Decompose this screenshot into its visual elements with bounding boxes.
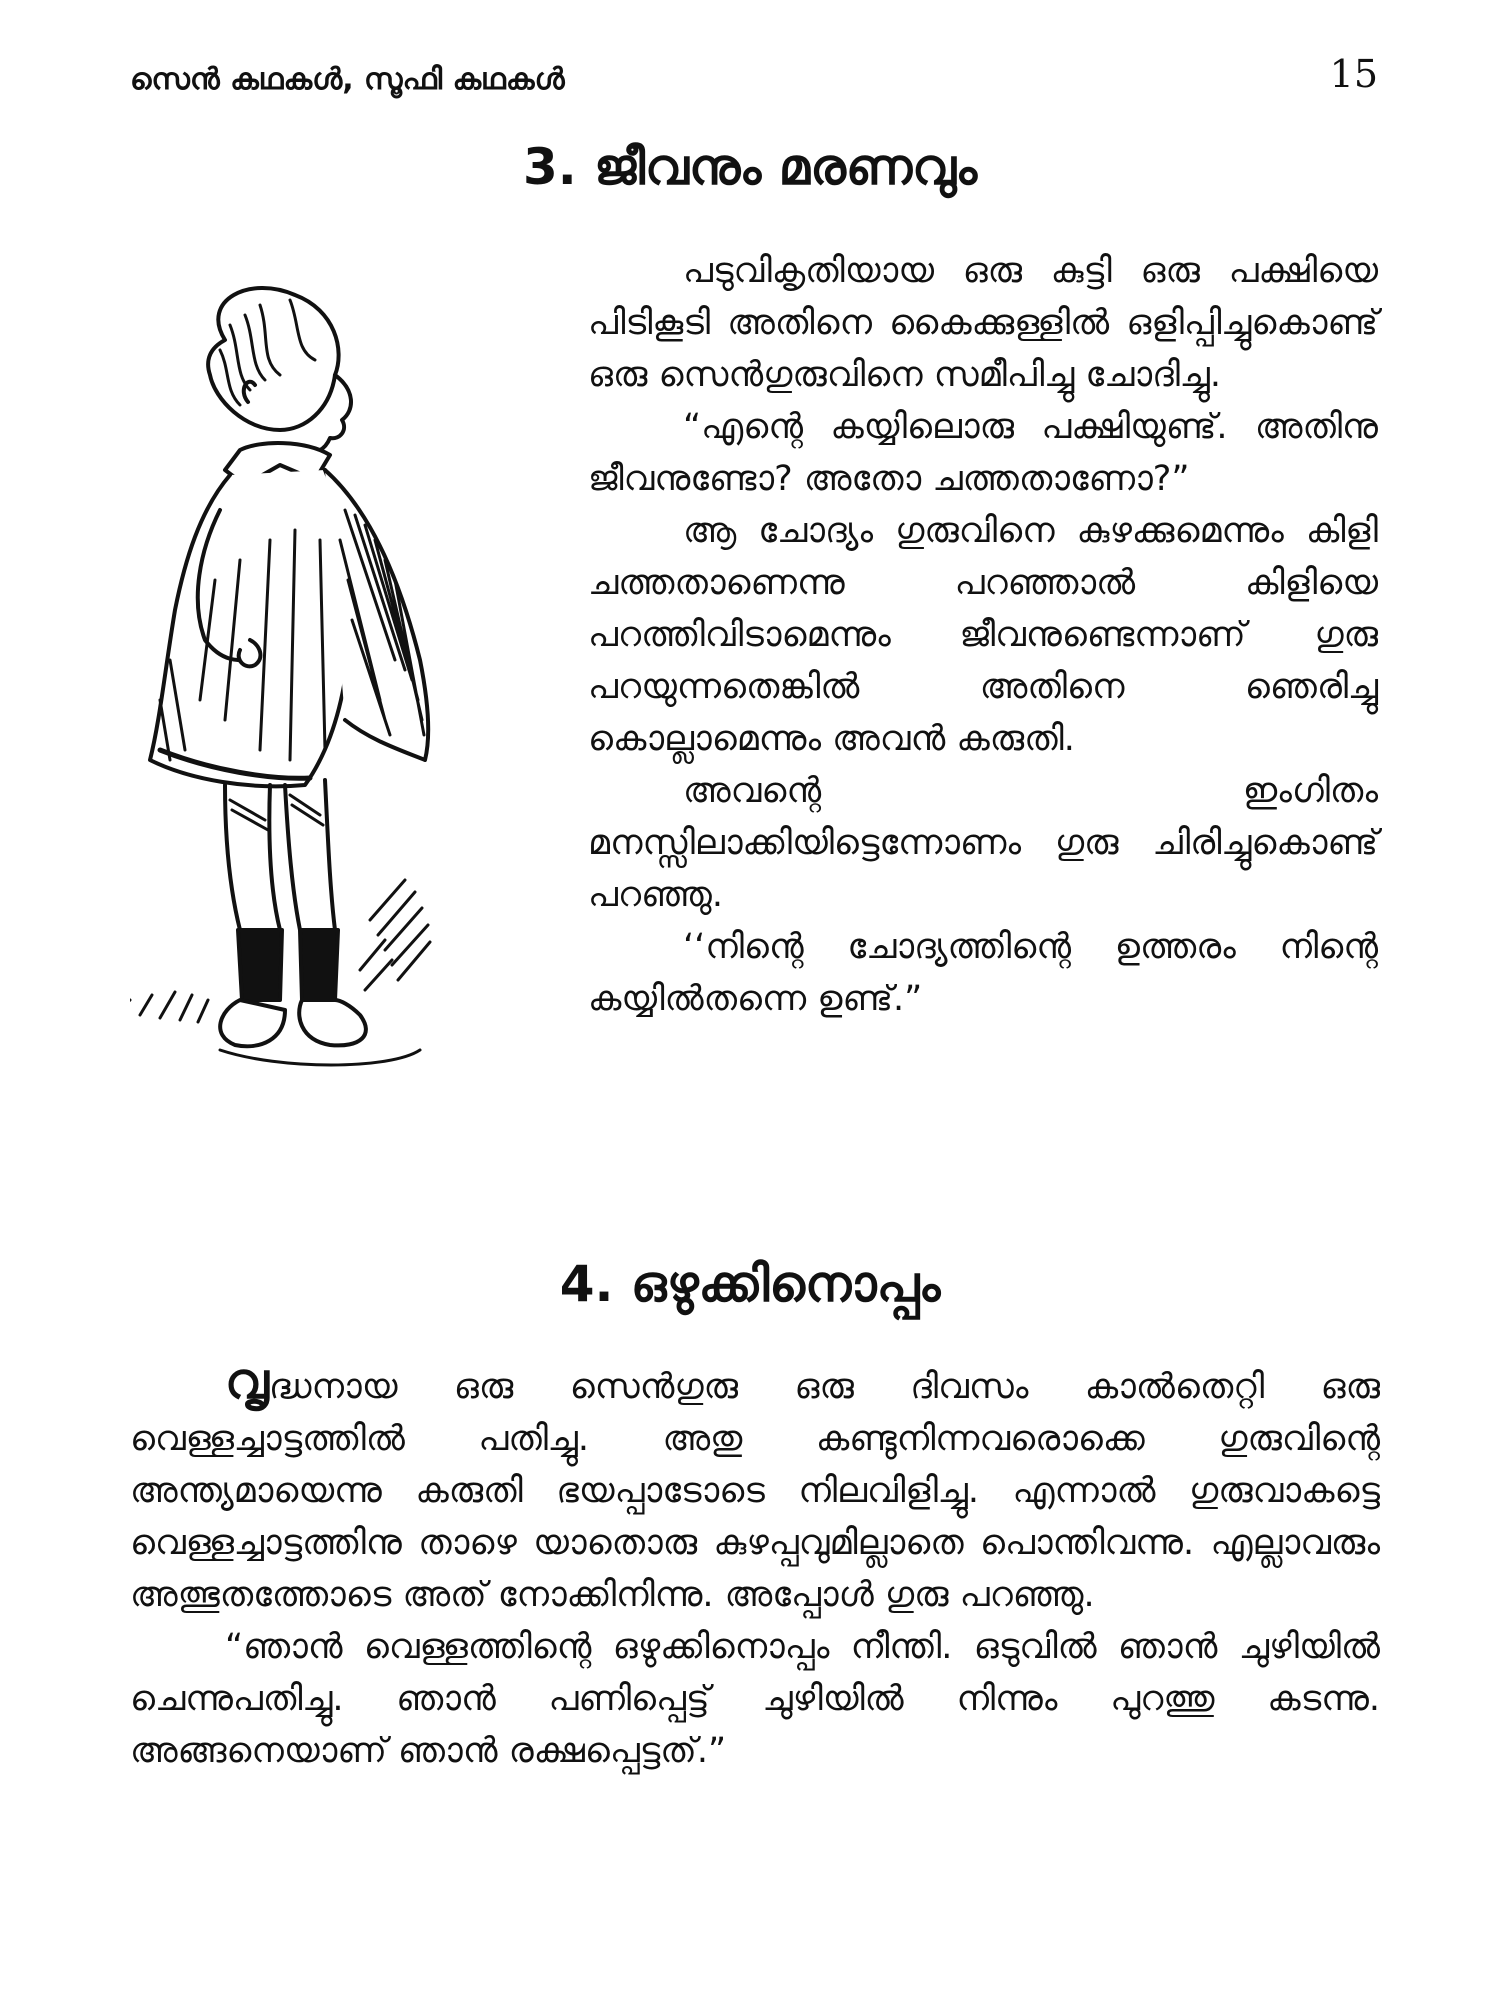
story-title-3: 3. ജീവനും മരണവും (522, 138, 978, 196)
story-4-paragraph: “ഞാൻ വെള്ളത്തിന്റെ ഒഴുക്കിനൊപ്പം നീന്തി. ഒടുവിൽ ഞാൻ ചുഴിയിൽ ചെന്നുപതിച്ചു. ഞാൻ പണിപ്പെട്ട് ചുഴിയിൽ നിന്നും പുറത്തു കടന്നു. അങ്ങനെയാണ് ഞാൻ രക്ഷപ്പെട്ടത്.” (130, 1627, 1380, 1771)
child-standing-illustration-icon (130, 280, 570, 1140)
story-3-paragraph: “എന്റെ കയ്യിലൊരു പക്ഷിയുണ്ട്. അതിനു ജീവനുണ്ടോ? അതോ ചത്തതാണോ?” (588, 407, 1378, 499)
story-3-paragraph: അവന്റെ ഇംഗിതം മനസ്സിലാക്കിയിട്ടെന്നോണം ഗുരു ചിരിച്ചുകൊണ്ട് പറഞ്ഞു. (588, 771, 1378, 915)
drop-cap: വൃ (225, 1352, 269, 1410)
story-4-paragraph-body: ദ്ധനായ ഒരു സെൻഗുരു ഒരു ദിവസം കാൽതെറ്റി ഒരു വെള്ളച്ചാട്ടത്തിൽ പതിച്ചു. അതു കണ്ടുനിന്നവരൊക്കെ ഗുരുവിന്റെ അന്ത്യമായെന്നു കരുതി ഭയപ്പാടോടെ നിലവിളിച്ചു. എന്നാൽ ഗുരുവാകട്ടെ വെള്ളച്ചാട്ടത്തിനു താഴെ യാതൊരു കുഴപ്പവുമില്ലാതെ പൊന്തിവന്നു. എല്ലാവരും അത്ഭുതത്തോടെ അത് നോക്കിനിന്നു. അപ്പോൾ ഗുരു പറഞ്ഞു. (130, 1367, 1380, 1615)
story-3-paragraph: ‘‘നിന്റെ ചോദ്യത്തിന്റെ ഉത്തരം നിന്റെ കയ്യിൽതന്നെ ഉണ്ട്.” (588, 927, 1378, 1019)
page-number: 15 (1329, 52, 1378, 96)
story-title-4: 4. ഒഴുക്കിനൊപ്പം (559, 1255, 941, 1313)
story-3-paragraph: പടുവികൃതിയായ ഒരു കുട്ടി ഒരു പക്ഷിയെ പിടികൂടി അതിനെ കൈക്കുള്ളിൽ ഒളിപ്പിച്ചുകൊണ്ട് ഒരു സെൻഗുരുവിനെ സമീപിച്ചു ചോദിച്ചു. (588, 251, 1378, 395)
running-header: സെൻ കഥകൾ, സൂഫി കഥകൾ (130, 62, 565, 97)
story-4-text (130, 1352, 1380, 1777)
story-3-text (588, 245, 1378, 1025)
story-4-paragraph (130, 1352, 1380, 1621)
story-3-paragraph: ആ ചോദ്യം ഗുരുവിനെ കുഴക്കുമെന്നും കിളി ചത്തതാണെന്നു പറഞ്ഞാൽ കിളിയെ പറത്തിവിടാമെന്നും ജീവനുണ്ടെന്നാണ് ഗുരു പറയുന്നതെങ്കിൽ അതിനെ ഞെരിച്ചു കൊല്ലാമെന്നും അവൻ കരുതി. (588, 511, 1378, 759)
